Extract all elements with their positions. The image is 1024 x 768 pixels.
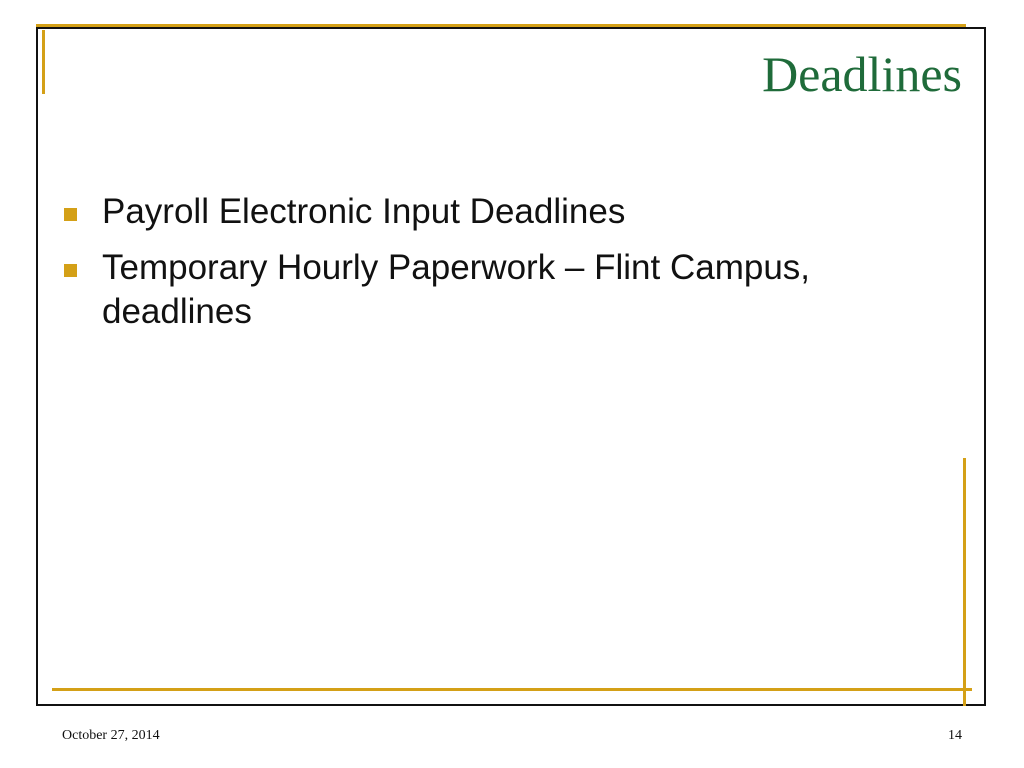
footer-date: October 27, 2014 <box>62 728 160 743</box>
bottom-accent-line <box>52 688 972 691</box>
bullet-item <box>64 246 824 334</box>
bullet-text: Temporary Hourly Paperwork – Flint Campus, deadlines <box>102 248 811 331</box>
square-bullet-icon <box>64 264 77 277</box>
bullet-item <box>64 190 824 234</box>
bullet-list <box>64 190 824 346</box>
left-accent-line <box>42 30 45 94</box>
page-number: 14 <box>948 728 962 743</box>
slide-title: Deadlines <box>762 46 962 102</box>
bullet-text: Payroll Electronic Input Deadlines <box>102 192 626 231</box>
square-bullet-icon <box>64 208 77 221</box>
slide-frame <box>36 27 986 706</box>
right-accent-line <box>963 458 966 706</box>
